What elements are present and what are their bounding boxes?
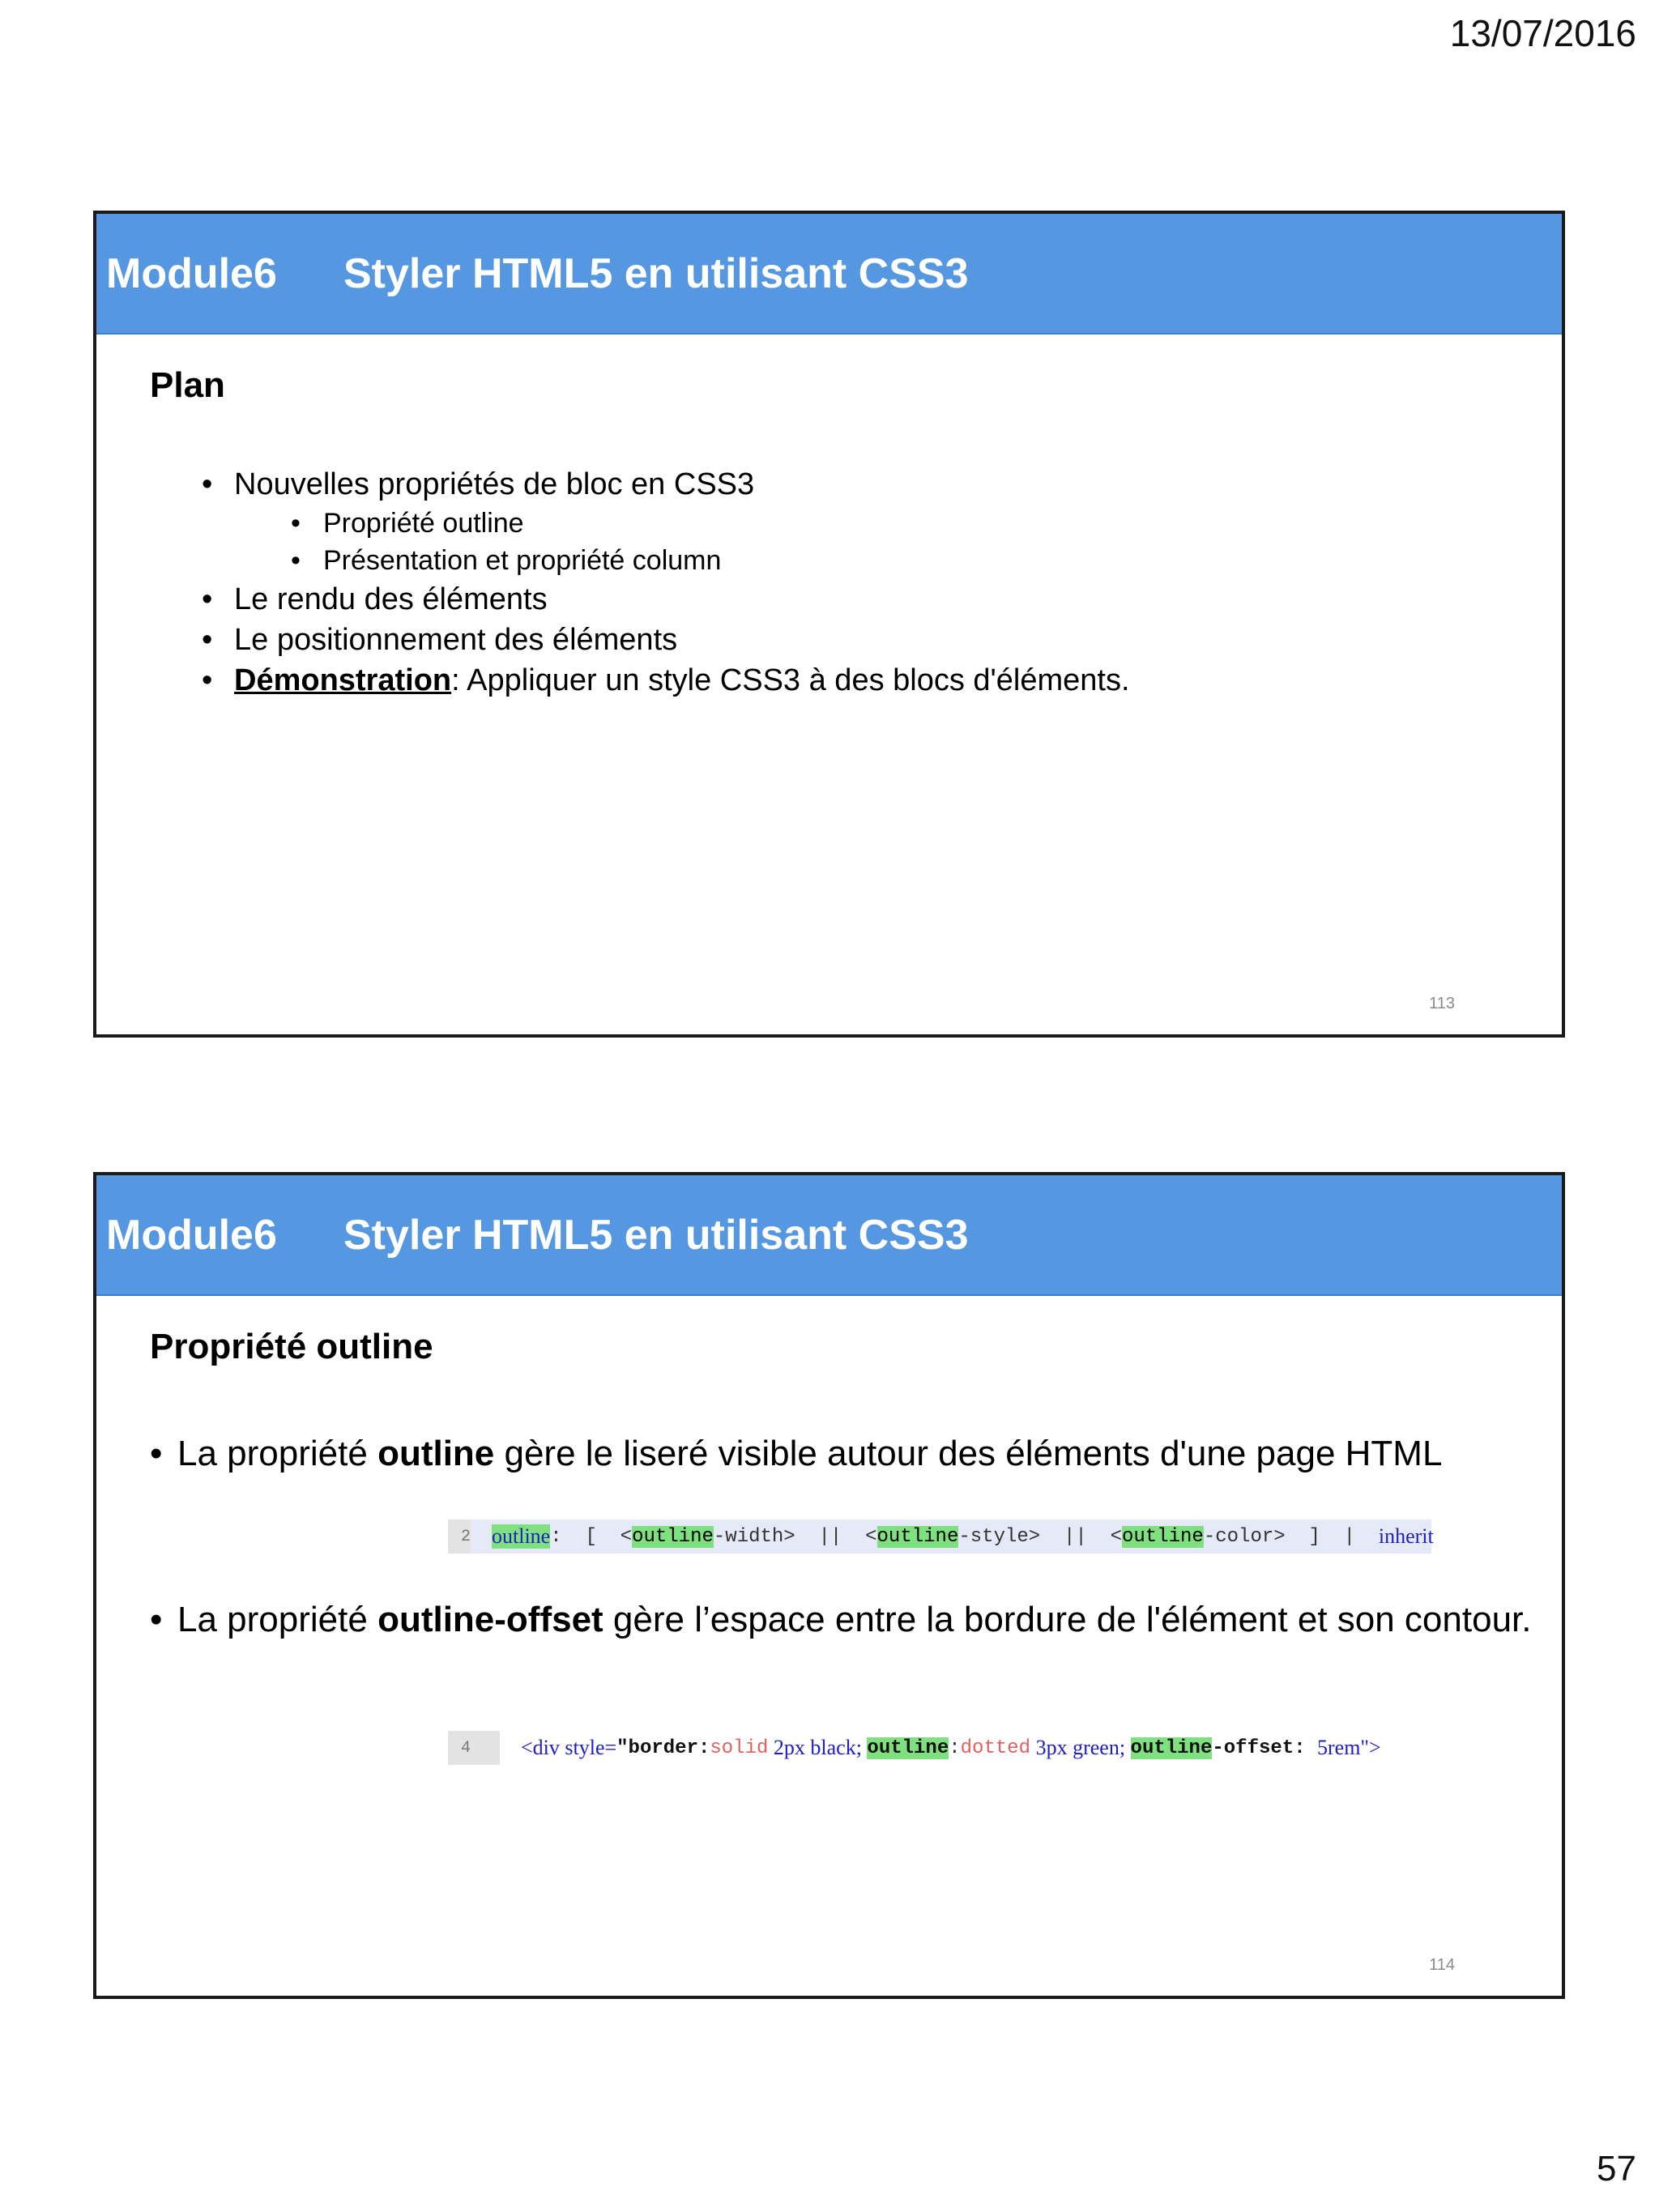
section-title: Propriété outline (150, 1327, 433, 1366)
code-token: 3px green; (1030, 1736, 1131, 1759)
module-title: Styler HTML5 en utilisant CSS3 (343, 1211, 969, 1259)
module-label: Module6 (106, 249, 277, 297)
list-item (202, 464, 1130, 579)
slide-number: 114 (1429, 1956, 1455, 1974)
slide-header (96, 214, 1562, 335)
code-token: outline (1122, 1525, 1204, 1548)
bullet-outline (150, 1434, 1555, 1474)
bullet-prefix: La propriété (177, 1600, 378, 1639)
code-token: : [ < (550, 1525, 633, 1548)
module-label: Module6 (106, 1211, 277, 1259)
list-item (202, 620, 1130, 660)
code-token: 2px black; (768, 1736, 868, 1759)
sub-list-item (291, 505, 1130, 542)
code-token: -style> || < (958, 1525, 1122, 1548)
slide-number: 113 (1429, 995, 1455, 1012)
slide-header (96, 1175, 1562, 1296)
code-token: <div style= (521, 1736, 617, 1759)
code-token: inherit (1378, 1524, 1434, 1548)
demo-label: Démonstration (234, 663, 452, 697)
section-title: Plan (150, 365, 225, 405)
module-title: Styler HTML5 en utilisant CSS3 (343, 249, 969, 297)
plan-list (202, 464, 1130, 701)
bullet-suffix: gère le liseré visible autour des éléments d'une page HTML (494, 1434, 1443, 1473)
code-token: outline (867, 1737, 949, 1759)
sub-item-label: Présentation et propriété column (323, 545, 722, 576)
bullet-suffix: gère l’espace entre la bordure de l'élément et son contour. (603, 1600, 1532, 1639)
slide-114 (93, 1172, 1565, 1999)
list-item-label: Nouvelles propriétés de bloc en CSS3 (234, 467, 755, 501)
bullet-bold: outline-offset (377, 1600, 603, 1639)
code-token: outline (632, 1525, 714, 1548)
code-token: -width> || < (713, 1525, 877, 1548)
code-token: outline (1130, 1737, 1213, 1759)
code-token: 5rem"> (1317, 1736, 1381, 1759)
page-number: 57 (1597, 2149, 1636, 2189)
sub-list-item (291, 542, 1130, 579)
code-token: -color> ] | (1203, 1525, 1379, 1548)
sub-list (234, 505, 1130, 579)
code-token: outline (492, 1524, 551, 1548)
code-token: dotted (960, 1737, 1031, 1759)
code-line-number: 4 (448, 1731, 500, 1765)
list-item-label: Le positionnement des éléments (234, 623, 678, 657)
demo-text: : Appliquer un style CSS3 à des blocs d'éléments. (451, 663, 1130, 697)
slide-body (96, 1296, 1562, 1999)
code-token: outline (876, 1525, 959, 1548)
sub-item-label: Propriété outline (323, 508, 524, 539)
list-item (202, 660, 1130, 701)
bullet-outline-offset (150, 1600, 1555, 1640)
document-date: 13/07/2016 (1449, 12, 1636, 54)
code-snippet-outline-offset (448, 1731, 1485, 1765)
code-token: "border: (616, 1737, 710, 1759)
bullet-prefix: La propriété (177, 1434, 378, 1473)
code-token: -offset: (1212, 1737, 1317, 1759)
code-token: solid (710, 1737, 769, 1759)
bullet-bold: outline (377, 1434, 495, 1473)
slide-body (96, 335, 1562, 1038)
list-item (202, 579, 1130, 620)
code-snippet-outline-syntax (448, 1519, 1434, 1554)
code-line-number: 2 (448, 1519, 471, 1554)
list-item-label: Le rendu des éléments (234, 582, 548, 616)
code-token: : (949, 1737, 961, 1759)
slide-113 (93, 211, 1565, 1038)
